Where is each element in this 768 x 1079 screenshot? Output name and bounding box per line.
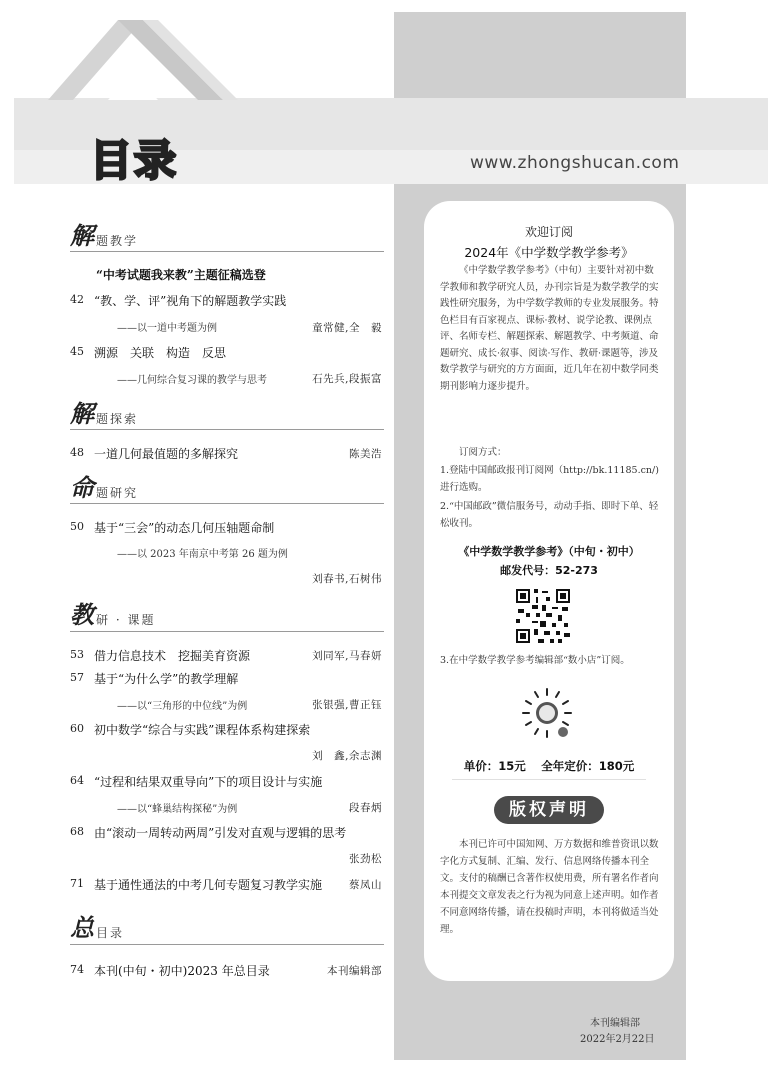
article-title[interactable]: 初中数学“综合与实践”课程体系构建探索 [94,723,311,737]
section-divider [70,251,384,252]
article-author: 张劲松 [349,853,382,865]
copyright-badge: 版权声明 [494,796,604,824]
article-author: 刘 鑫,余志渊 [312,750,382,762]
article-author: 段春炳 [349,802,382,814]
page-number: 57 [70,671,84,684]
method-3: 3.在中学数学教学参考编辑部“数小店”订阅。 [440,655,630,666]
article-title[interactable]: 一道几何最值题的多解探究 [94,447,239,461]
article-title[interactable]: “教、学、评”视角下的解题教学实践 [94,294,287,308]
article-title[interactable]: 借力信息技术 挖掘美育资源 [94,649,251,663]
page-title: 目录 [90,136,179,185]
section-heading-question-design: 命 题研究 [70,473,139,502]
page-number: 60 [70,722,84,735]
article-author: 张银强,曹正钰 [312,699,382,711]
article-title[interactable]: 由“滚动一周转动两周”引发对直观与逻辑的思考 [94,826,347,840]
qr-code-icon[interactable] [514,587,572,645]
signature: 本刊编辑部 [590,1018,640,1029]
mini-program-code-icon[interactable] [519,685,575,741]
section-divider [70,429,384,430]
article-title[interactable]: “过程和结果双重导向”下的项目设计与实施 [94,775,323,789]
page-number: 68 [70,825,84,838]
article-author: 刘春书,石树伟 [312,573,382,585]
divider [452,779,646,780]
article-subtitle: ——以一道中考题为例 [117,323,217,334]
article-title[interactable]: 基于“三会”的动态几何压轴题命制 [94,521,275,535]
section-heading-teaching: 解 题教学 [70,221,139,250]
article-author: 刘同军,马春妍 [312,650,382,662]
article-subtitle: ——以“三角形的中位线”为例 [117,701,248,712]
article-subtitle: ——以“蜂巢结构探秘”为例 [117,804,238,815]
page-number: 71 [70,877,84,890]
article-subtitle: ——几何综合复习课的教学与思考 [117,375,267,386]
method-1: 1.登陆中国邮政报刊订阅网（http://bk.11185.cn/)进行选购。 [440,465,659,493]
subscribe-title: 2024年《中学数学教学参考》 [464,245,634,260]
page-number: 53 [70,648,84,661]
section-divider [70,944,384,945]
article-author: 石先兵,段振富 [312,373,382,385]
article-title[interactable]: 溯源 关联 构造 反思 [94,346,227,360]
section-divider [70,503,384,504]
method-2: 2.“中国邮政”微信服务号，动动手指、即时下单、轻松收刊。 [440,501,659,529]
article-title[interactable]: 本刊(中旬・初中)2023 年总目录 [94,964,270,978]
page-number: 42 [70,293,84,306]
postal-code: 邮发代号：52-273 [500,564,598,577]
article-author: 陈美浩 [349,448,382,460]
section-heading-research: 教 研 · 课题 [70,600,156,629]
journal-name: 《中学数学教学参考》（中旬・初中） [458,545,640,558]
roof-decoration-icon [48,20,238,100]
date: 2022年2月22日 [580,1034,655,1045]
article-author: 童常健,全 毅 [312,322,382,334]
method-label: 订阅方式： [459,447,507,458]
page-number: 74 [70,963,84,976]
featured-heading: “中考试题我来教”主题征稿选登 [96,268,266,282]
journal-intro: 《中学数学教学参考》（中旬）主要针对初中数学教师和教学研究人员，办刊宗旨是为数学教学的实践性研究服务，为中学数学教师的专业发展服务。特色栏目有百家视点、课标·教材、说学论教、课例点评、名师专栏、解题探索、解题教学、中考频道、命题研究、成长·叙事、阅读·写作、教研·课题等，涉及数学教学与研究的方方面面，近几年在初中数学同类期刊影响力逐步提升。 [440,265,659,392]
section-heading-index: 总 目录 [70,913,125,942]
page-number: 50 [70,520,84,533]
price-text: 单价：15元 全年定价：180元 [463,759,635,773]
section-heading-exploration: 解 题探索 [70,399,139,428]
website-url[interactable]: www.zhongshucan.com [470,153,680,173]
page-number: 45 [70,345,84,358]
welcome-text: 欢迎订阅 [524,225,573,239]
article-title[interactable]: 基于“为什么学”的教学理解 [94,672,239,686]
page-number: 48 [70,446,84,459]
page-number: 64 [70,774,84,787]
section-divider [70,631,384,632]
copyright-text: 本刊已许可中国知网、万方数据和维普资讯以数字化方式复制、汇编、发行、信息网络传播本刊全文。支付的稿酬已含著作权使用费，所有署名作者向本刊提交文章发表之行为视为同意上述声明。如作者不同意网络传播，请在投稿时声明，本刊将做适当处理。 [440,839,659,935]
article-author: 本刊编辑部 [327,965,382,977]
article-title[interactable]: 基于通性通法的中考几何专题复习教学实施 [94,878,323,892]
article-subtitle: ——以 2023 年南京中考第 26 题为例 [117,549,288,560]
article-author: 蔡凤山 [349,879,382,891]
